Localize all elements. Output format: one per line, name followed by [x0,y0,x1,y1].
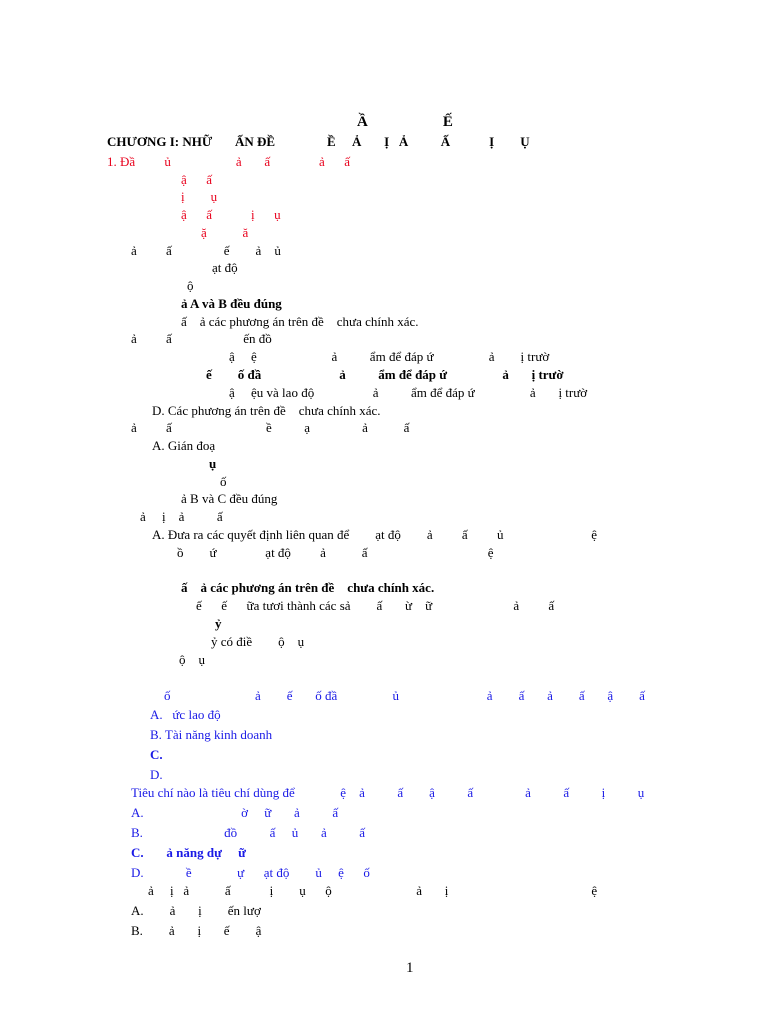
option-line: A. Gián đoạ [152,438,216,453]
option-line: ị ụ [181,189,218,204]
option-line: ỷ [215,616,222,631]
question-line: ả ấ ế ả ủ [131,243,281,258]
option-line: D. Các phương án trên đề chưa chính xác. [152,403,381,418]
option-d: D. ề ự ạt độ ủ ệ ố [131,865,370,880]
option-line: ặ ă [201,225,249,240]
option-b: B. Tài năng kinh doanh [150,727,273,742]
option-line: ấ ả các phương án trên đề chưa chính xác. [181,314,419,329]
option-line: ố [220,474,227,489]
question-1: 1. Đầ ủ ả ấ ả ấ [107,154,350,169]
option-a: A. ờ ữ ả ấ [131,805,339,820]
option-line: ộ [187,278,194,293]
option-line: ậ ệu và lao độ ả ẩm để đáp ứ ả ị trườ [229,385,588,400]
option-a: A. ả ị ến lượ [131,903,261,918]
question-line: ế ế ữa tươi thành các sả ấ ừ ữ ả ấ [196,598,555,613]
option-a: A. ức lao độ [150,707,221,722]
chapter-heading: CHƯƠNG I: NHỮ ẤN ĐỀ Ề Ả Ị Ả Ấ Ị Ụ [107,134,530,149]
answer-line: ế ố đầ ả ẩm để đáp ứ ả ị trườ [206,367,564,382]
option-line: ỷ có điề ộ ụ [211,634,305,649]
question-line: ố ả ế ố đầ ủ ả ấ ả ấ ậ ấ [164,688,645,703]
option-line: ậ ấ [181,172,213,187]
option-line: ộ ụ [179,652,205,667]
question-line: ả ị ả ấ ị ụ ộ ả ị ệ [148,883,598,898]
question-line: ả ấ ến đồ [131,331,272,346]
option-line: ậ ệ ả ẩm để đáp ứ ả ị trườ [229,349,550,364]
answer-line: ụ [209,456,217,471]
option-c: C. ả năng dự ữ [131,845,246,860]
question-line: ả ị ả ấ [140,509,223,524]
option-line: A. Đưa ra các quyết định liên quan để ạt độ ả ấ ủ ệ [152,527,597,542]
option-c: C. [150,747,163,762]
answer-line: ả A và B đều đúng [181,296,282,311]
option-line: ậ ấ ị ụ [181,207,281,222]
option-b: B. ả ị ế ậ [131,923,262,938]
option-line: ả B và C đều đúng [181,491,278,506]
option-line: ạt độ [212,260,238,275]
option-b: B. đồ ấ ủ ả ấ [131,825,365,840]
option-d: D. [150,767,163,782]
option-line: ồ ứ ạt độ ả ấ ệ [177,545,494,560]
page-number: 1 [406,960,414,976]
question-line: Tiêu chí nào là tiêu chí dùng để ệ ả ấ ậ ấ ả ấ ị ụ [131,785,645,800]
answer-line: ấ ả các phương án trên đề chưa chính xác. [181,580,435,595]
question-line: ả ấ ề ạ ả ấ [131,420,410,435]
doc-title: Ầ Ế [357,114,453,130]
